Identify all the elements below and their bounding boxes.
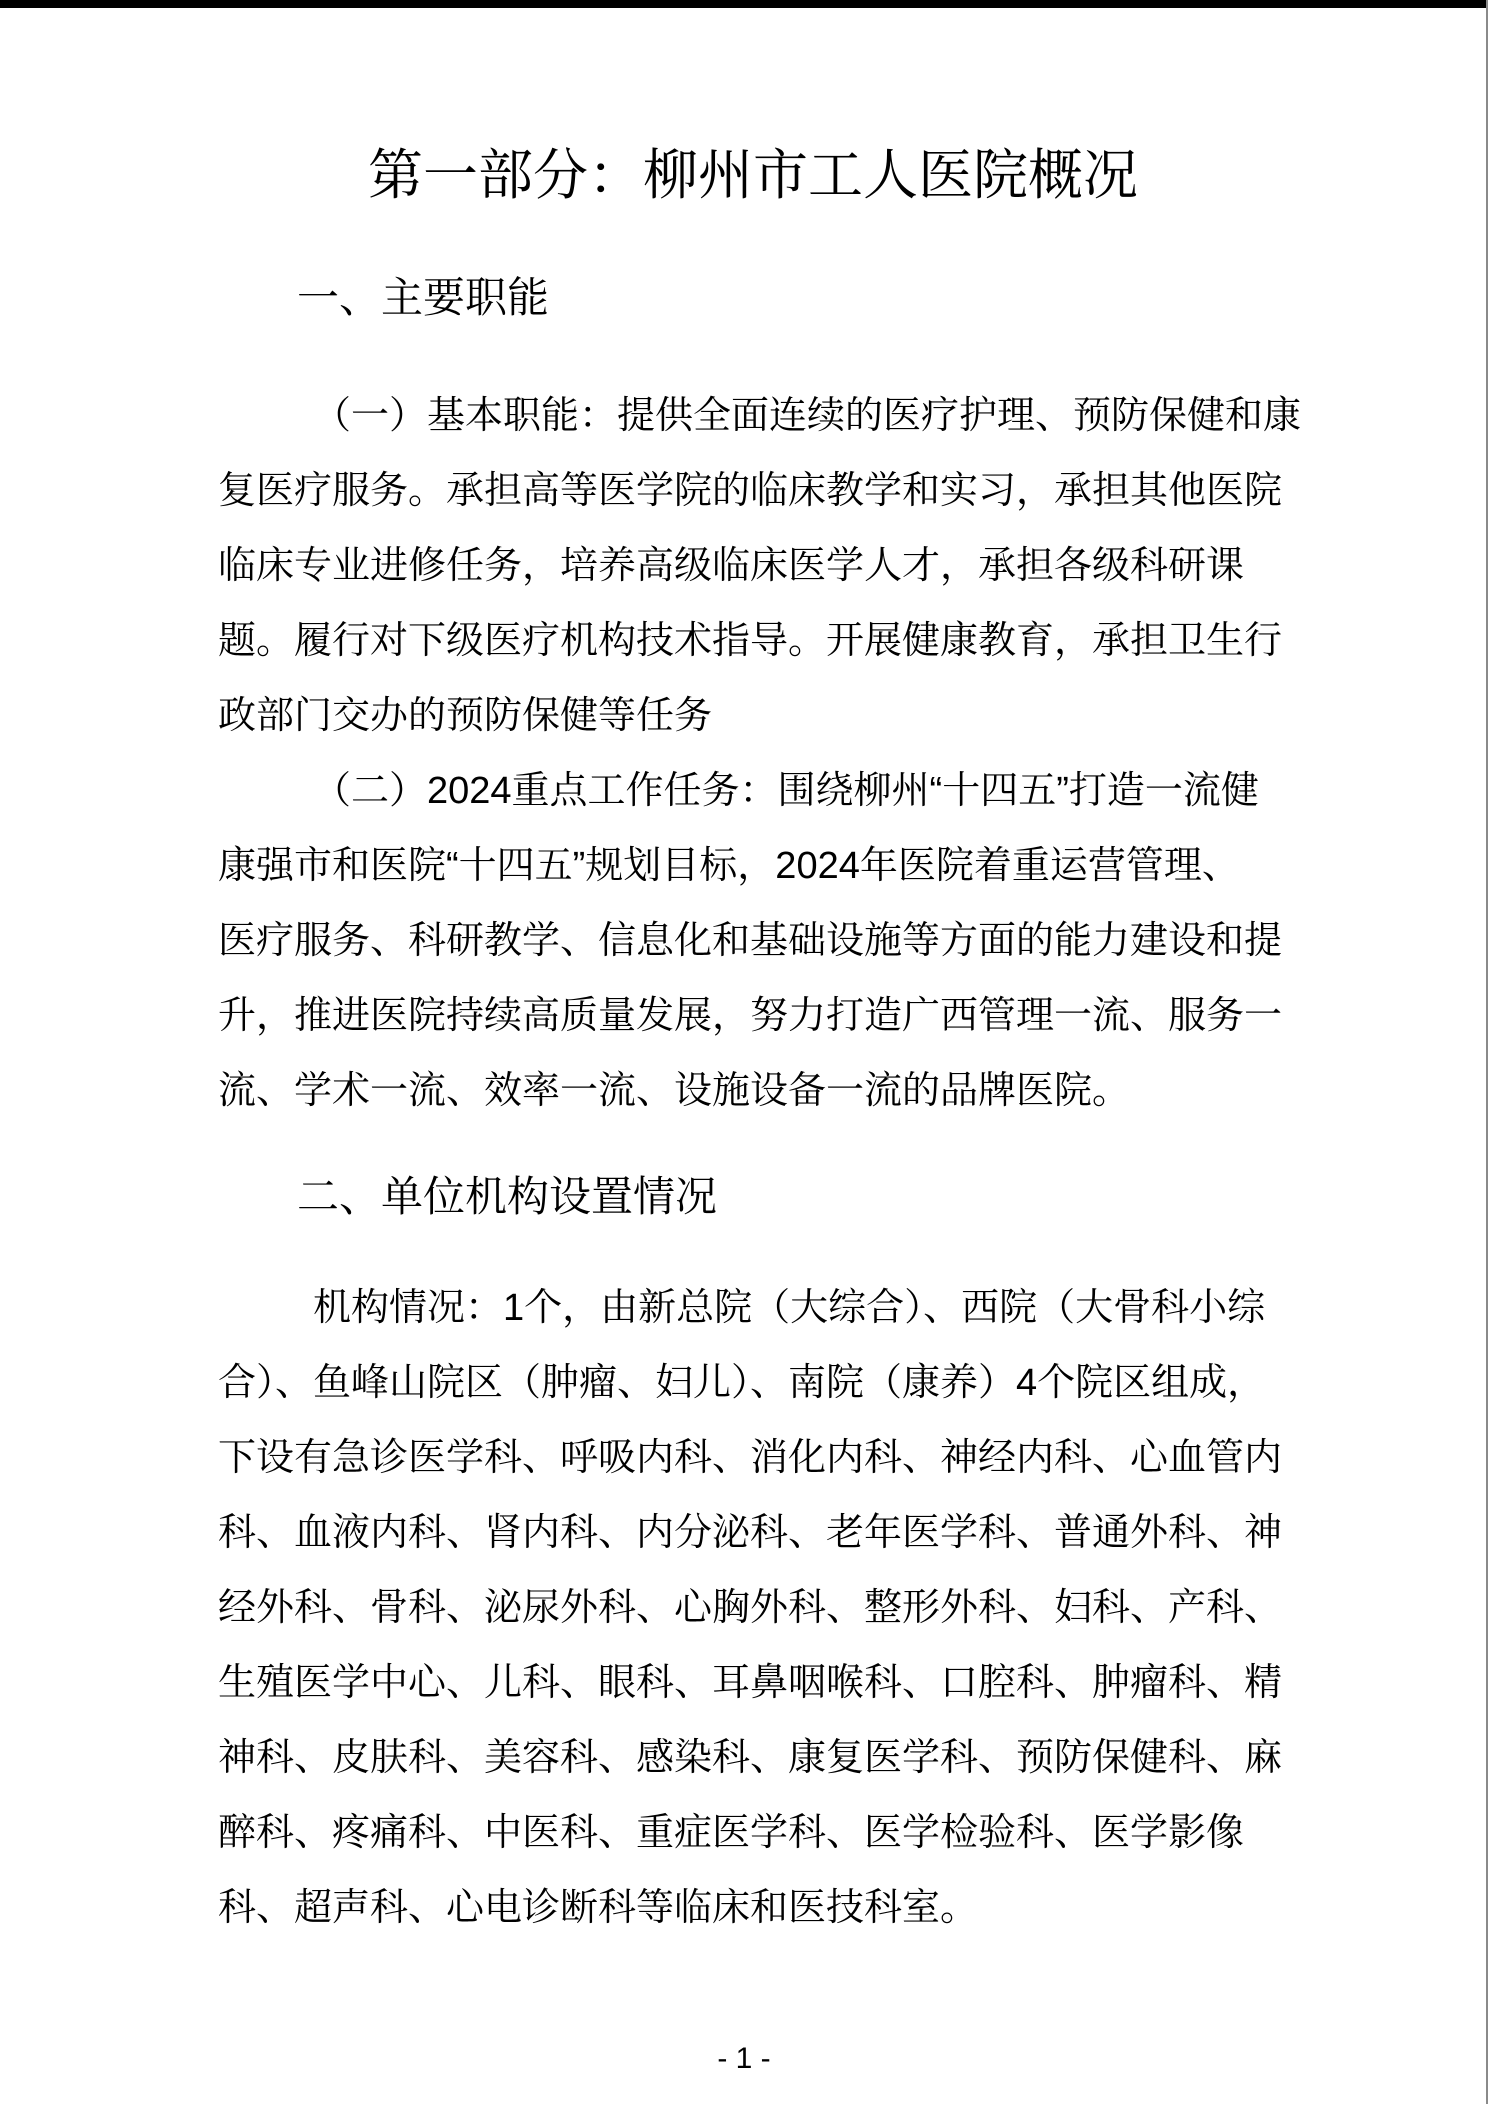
paragraph-line: （二）2024重点工作任务：围绕柳州“十四五”打造一流健 xyxy=(313,770,1259,812)
document-body xyxy=(218,0,1302,1946)
paragraph-line: 神科、皮肤科、美容科、感染科、康复医学科、预防保健科、麻 xyxy=(218,1737,1283,1779)
paragraph-line: 下设有急诊医学科、呼吸内科、消化内科、神经内科、心血管内 xyxy=(218,1437,1283,1479)
paragraph-line: 流、学术一流、效率一流、设施设备一流的品牌医院。 xyxy=(218,1070,1131,1112)
paragraph-line: 临床专业进修任务，培养高级临床医学人才，承担各级科研课 xyxy=(218,545,1245,587)
paragraph-line: 生殖医学中心、儿科、眼科、耳鼻咽喉科、口腔科、肿瘤科、精 xyxy=(218,1662,1283,1704)
paragraph-line: 合）、鱼峰山院区（肿瘤、妇儿）、南院（康养）4个院区组成， xyxy=(218,1362,1266,1404)
document-title: 第一部分：柳州市工人医院概况 xyxy=(367,144,1138,206)
paragraph-line: 醉科、疼痛科、中医科、重症医学科、医学检验科、医学影像 xyxy=(218,1812,1245,1854)
paragraph-2024-key-tasks xyxy=(218,754,1288,1129)
paragraph-line: 政部门交办的预防保健等任务 xyxy=(218,695,713,737)
paragraph-line: 科、超声科、心电诊断科等临床和医技科室。 xyxy=(218,1887,979,1929)
paragraph-organization-details xyxy=(218,1271,1288,1946)
paragraph-line: （一）基本职能：提供全面连续的医疗护理、预防保健和康 xyxy=(313,395,1302,437)
paragraph-line: 升，推进医院持续高质量发展，努力打造广西管理一流、服务一 xyxy=(218,995,1283,1037)
paragraph-line: 科、血液内科、肾内科、内分泌科、老年医学科、普通外科、神 xyxy=(218,1512,1283,1554)
paragraph-basic-functions xyxy=(218,379,1302,754)
paragraph-line: 题。履行对下级医疗机构技术指导。开展健康教育，承担卫生行 xyxy=(218,620,1283,662)
paragraph-line: 经外科、骨科、泌尿外科、心胸外科、整形外科、妇科、产科、 xyxy=(218,1587,1283,1629)
page-number: - 1 - xyxy=(717,2042,771,2075)
paragraph-line: 机构情况：1个，由新总院（大综合）、西院（大骨科小综 xyxy=(313,1287,1266,1329)
paragraph-line: 复医疗服务。承担高等医学院的临床教学和实习，承担其他医院 xyxy=(218,470,1283,512)
section-heading-main-functions: 一、主要职能 xyxy=(297,274,550,321)
paragraph-line: 医疗服务、科研教学、信息化和基础设施等方面的能力建设和提 xyxy=(218,920,1283,962)
paragraph-line: 康强市和医院“十四五”规划目标，2024年医院着重运营管理、 xyxy=(218,845,1240,887)
section-heading-organization-setup: 二、单位机构设置情况 xyxy=(297,1173,718,1220)
